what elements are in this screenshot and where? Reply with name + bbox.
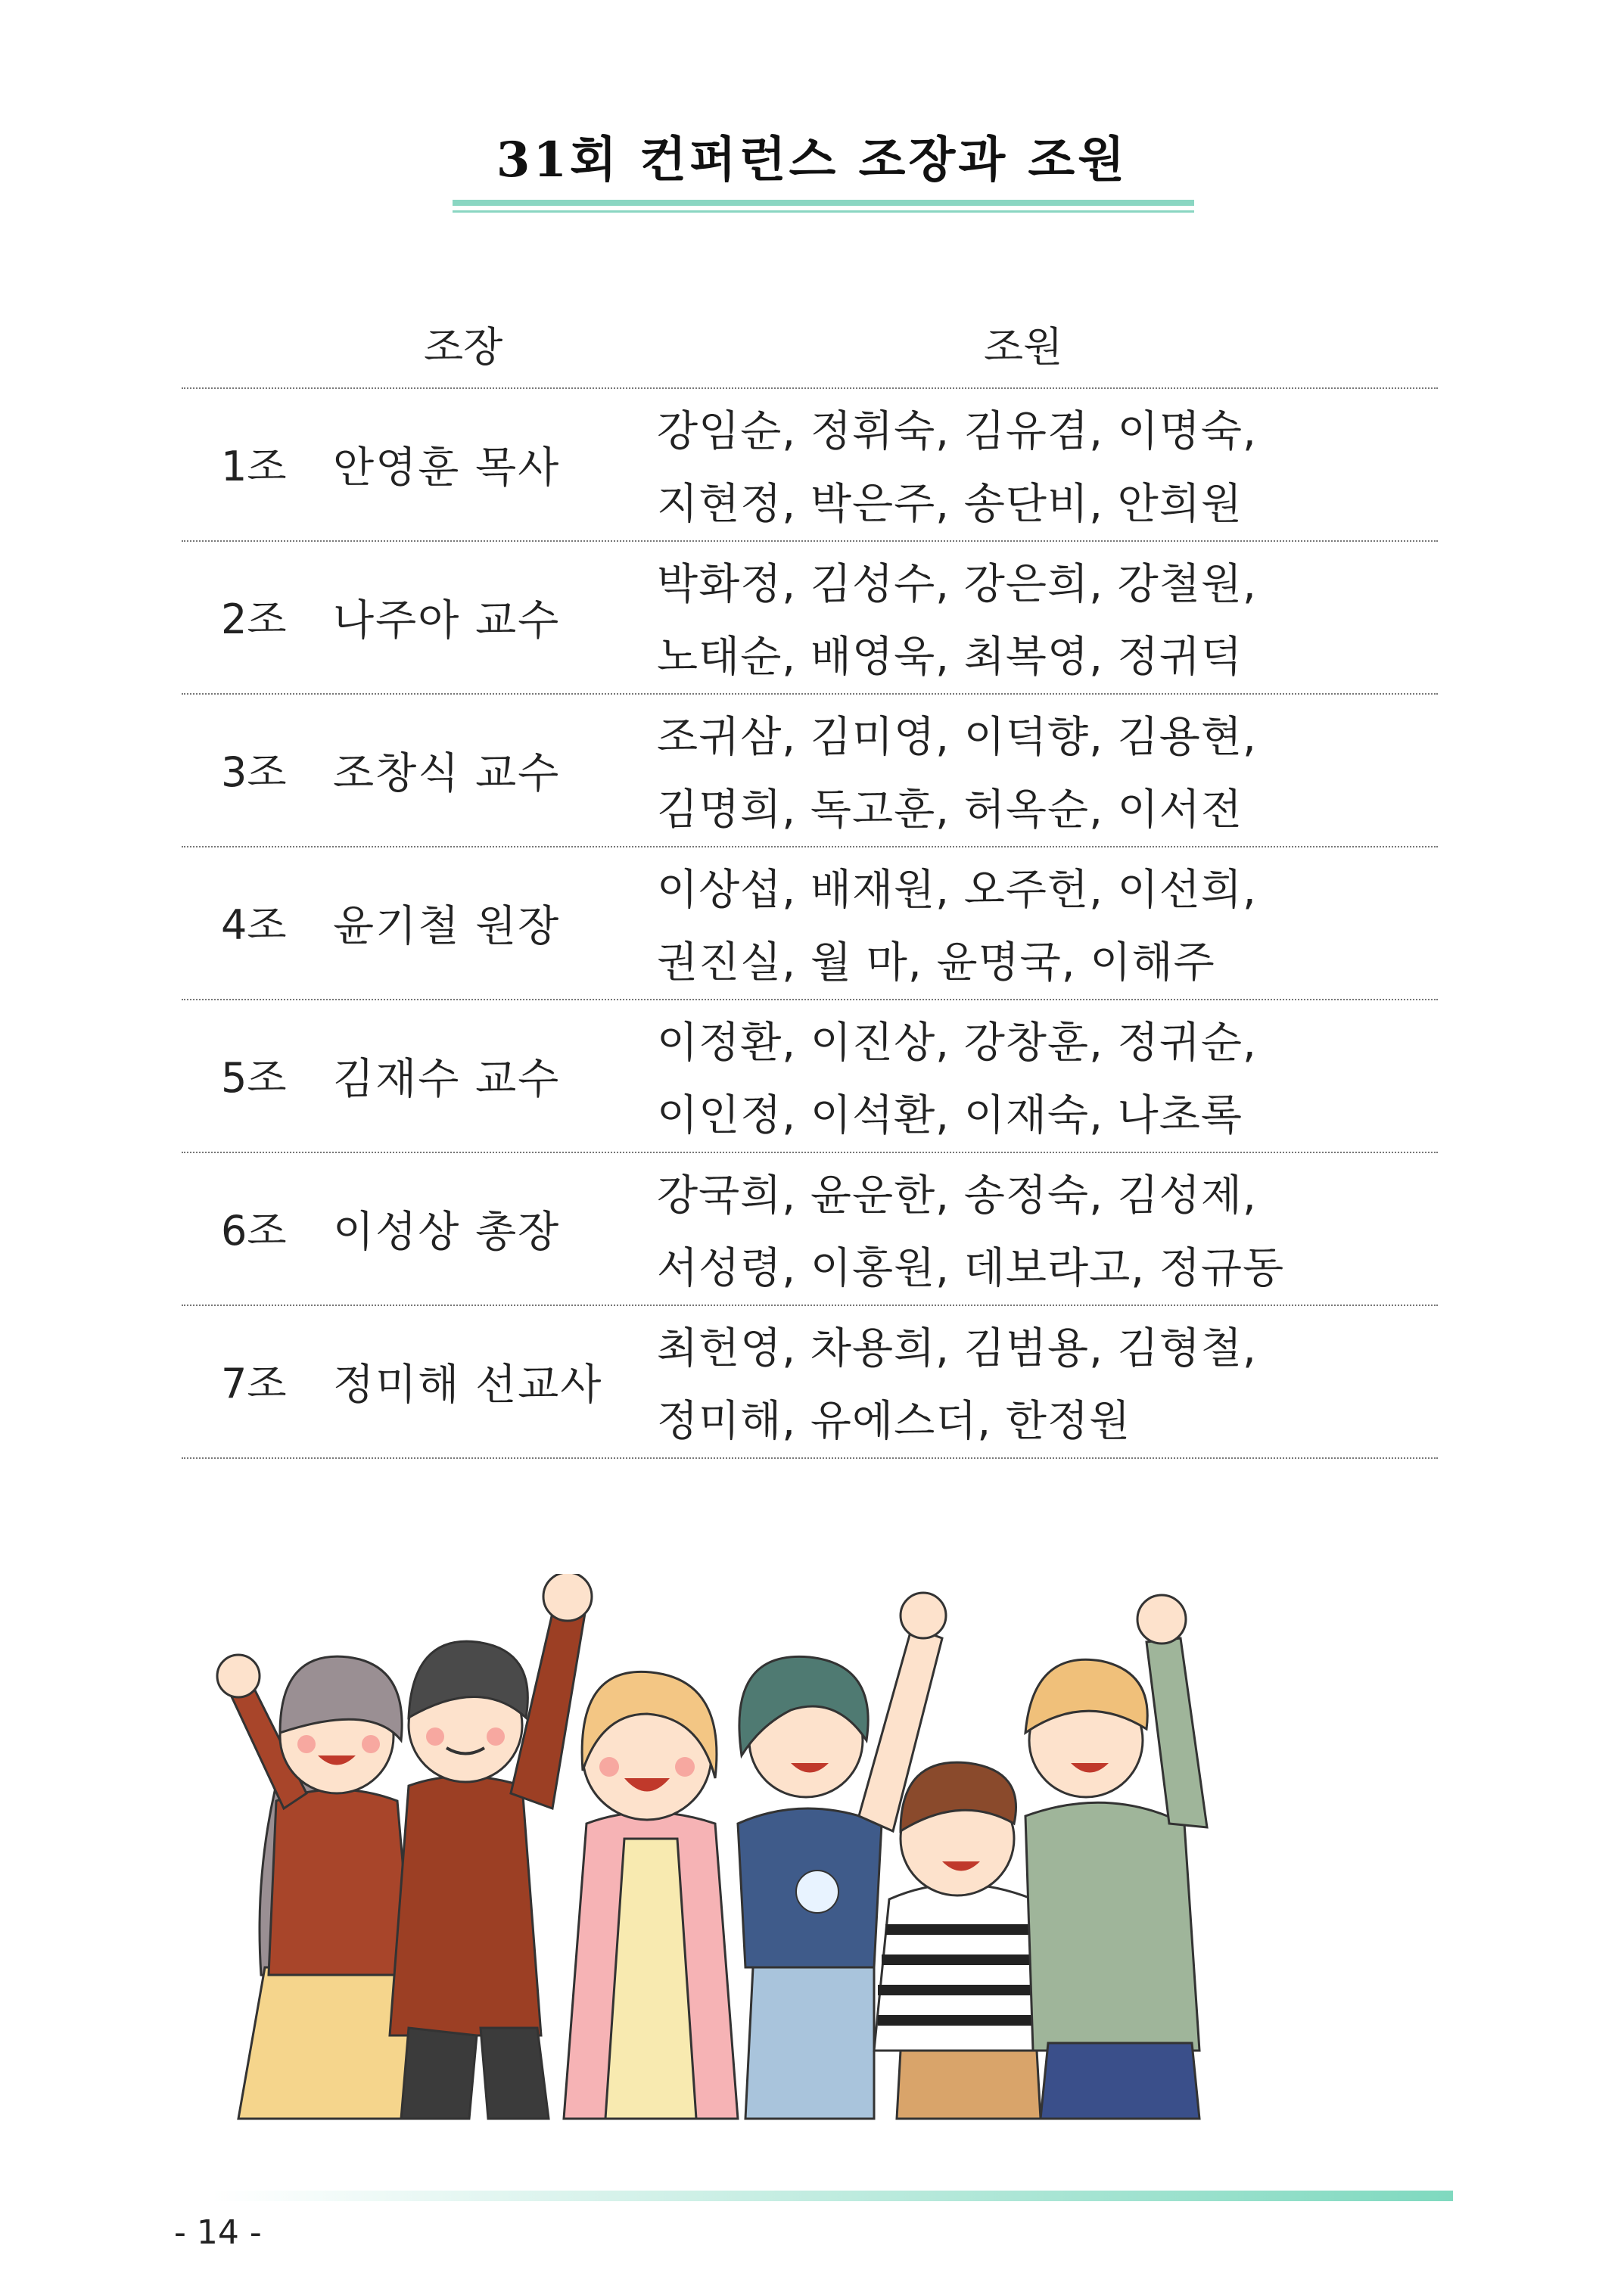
members-line-1: 강임순, 정휘숙, 김유겸, 이명숙, xyxy=(657,407,1257,456)
team-leader: 윤기철 원장 xyxy=(333,902,561,951)
members-line-2: 노태순, 배영욱, 최복영, 정귀덕 xyxy=(657,633,1243,682)
team-label: 6조 xyxy=(221,1207,287,1255)
members-line-1: 조귀삼, 김미영, 이덕향, 김용현, xyxy=(657,713,1257,762)
table-row xyxy=(182,542,1438,695)
table-row xyxy=(182,1000,1438,1153)
person-girl-pink-jacket xyxy=(564,1671,738,2119)
header-leader: 조장 xyxy=(424,323,503,371)
team-leader: 이성상 총장 xyxy=(333,1208,561,1257)
members-line-2: 정미해, 유에스더, 한정원 xyxy=(657,1397,1131,1446)
title-underline xyxy=(453,200,1194,206)
team-leader: 조창식 교수 xyxy=(333,749,561,798)
team-leader: 김재수 교수 xyxy=(333,1055,561,1104)
team-label: 1조 xyxy=(221,443,287,490)
members-line-1: 이정환, 이진상, 강창훈, 정귀순, xyxy=(657,1018,1257,1068)
members-line-1: 박화정, 김성수, 강은희, 강철원, xyxy=(657,560,1257,609)
table-row xyxy=(182,695,1438,847)
members-line-2: 권진실, 월 마, 윤명국, 이해주 xyxy=(657,938,1215,987)
team-leader: 정미해 선교사 xyxy=(333,1361,603,1410)
members-line-2: 김명희, 독고훈, 허옥순, 이서전 xyxy=(657,785,1243,835)
members-line-1: 최헌영, 차용희, 김범용, 김형철, xyxy=(657,1324,1257,1373)
table-row xyxy=(182,847,1438,1000)
team-leader: 나주아 교수 xyxy=(333,596,561,645)
members-line-1: 강국희, 윤운한, 송정숙, 김성제, xyxy=(657,1171,1257,1221)
members-line-2: 이인정, 이석환, 이재숙, 나초록 xyxy=(657,1091,1243,1140)
table-row xyxy=(182,1153,1438,1306)
team-label: 7조 xyxy=(221,1360,287,1407)
person-boy-blazer xyxy=(390,1574,592,2119)
person-boy-green-hoodie xyxy=(1025,1595,1207,2119)
waving-friends-illustration xyxy=(193,1574,1445,2138)
members-line-2: 서성령, 이홍원, 데보라고, 정규동 xyxy=(657,1244,1285,1293)
team-label: 3조 xyxy=(221,748,287,796)
roster-table xyxy=(182,303,1438,1459)
team-leader: 안영훈 목사 xyxy=(333,443,561,493)
members-line-1: 이상섭, 배재원, 오주헌, 이선희, xyxy=(657,866,1257,915)
footer-accent-bar xyxy=(212,2191,1453,2201)
table-header xyxy=(182,303,1438,389)
title-underline-thin xyxy=(453,210,1194,213)
page-number: - 14 - xyxy=(174,2213,262,2252)
header-members: 조원 xyxy=(984,323,1063,371)
table-row xyxy=(182,1306,1438,1459)
team-label: 4조 xyxy=(221,901,287,949)
members-line-2: 지현정, 박은주, 송단비, 안희원 xyxy=(657,480,1243,529)
table-row xyxy=(182,389,1438,542)
page-title: 31회 컨퍼런스 조장과 조원 xyxy=(496,132,1128,188)
team-label: 5조 xyxy=(221,1054,287,1102)
team-label: 2조 xyxy=(221,596,287,643)
